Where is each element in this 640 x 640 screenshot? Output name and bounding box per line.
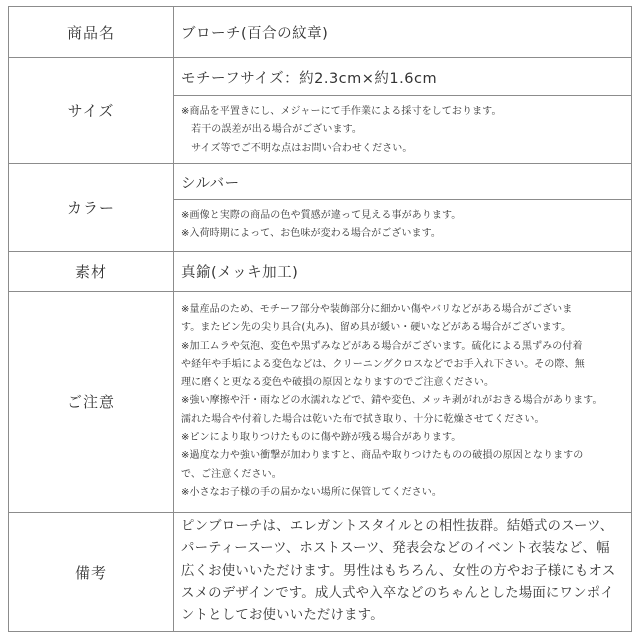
caution-line: ※小さなお子様の手の届かない場所に保管してください。 [181,486,442,498]
caution-line: ※量産品のため、モチーフ部分や装飾部分に細かい傷やバリなどがある場合がございま [181,304,573,315]
caution-line: や経年や手垢による変色などは、クリーニングクロスなどでお手入れ下さい。その際、無 [181,358,585,370]
remarks-text [181,516,616,627]
color-notes [181,207,461,244]
caution-line: ※強い摩擦や汗・雨などの水濡れなどで、錆や変色、メッキ剥がれがおきる場合があります。 [181,395,603,407]
size-note-line: ※商品を平置きにし、メジャーにて手作業による採寸をしております。 [181,106,502,117]
caution-line: ※加工ムラや気泡、変色や黒ずみなどがある場合がございます。硫化による黒ずみの付着 [181,340,583,352]
caution-line: ※ピンにより取りつけたものに傷や跡が残る場合があります。 [181,432,462,444]
color-value: シルバー [181,176,240,192]
size-value: モチーフサイズ：約2.3cm×約1.6cm [181,71,438,87]
caution-line: で、ご注意ください。 [181,468,282,480]
sub-row-divider [173,199,631,200]
color-note-line: ※画像と実際の商品の色や質感が違って見える事があります。 [181,210,462,221]
product-name-label: 商品名 [66,23,115,42]
sub-row-divider [173,95,631,96]
product-name-value: ブローチ(百合の紋章) [181,26,329,42]
material-label: 素材 [74,262,107,281]
caution-line: ※過度な力や強い衝撃が加わりますと、商品や取りつけたものの破損の原因となりますの [181,450,584,462]
remarks-label: 備考 [74,563,107,582]
color-label: カラー [66,198,115,217]
caution-line: 濡れた場合や付着した場合は乾いた布で拭き取り、十分に乾燥させてください。 [181,413,545,425]
caution-label: ご注意 [66,393,115,411]
caution-line: 理に磨くと更なる変色や破損の原因となりますのでご注意ください。 [181,377,495,389]
size-note-line: 若干の誤差が出る場合がございます。 [181,124,362,136]
material-value: 真鍮(メッキ加工) [181,265,299,281]
product-spec-table [8,6,632,632]
remarks-line: ントとしてお使いいただけます。 [181,608,384,624]
caution-line: す。またピン先の尖り具合(丸み)、留め具が緩い・硬いなどがある場合がございます。 [181,322,572,334]
size-label: サイズ [67,101,115,120]
remarks-line: ピンブローチは、エレガントスタイルとの相性抜群。結婚式のスーツ、 [181,519,614,534]
size-notes [181,103,502,158]
size-note-line: サイズ等でご不明な点はお問い合わせください。 [181,142,413,154]
remarks-line: パーティースーツ、ホストスーツ、発表会などのイベント衣装など、幅 [181,541,610,557]
caution-text [181,301,603,502]
remarks-line: 広くお使いいただけます。男性はもちろん、女性の方やお子様にもオス [181,563,616,579]
remarks-line: スメのデザインです。成人式や入卒などのちゃんとした場面にワンポイ [181,585,614,601]
column-divider [173,7,174,631]
color-note-line: ※入荷時期によって、お色味が変わる場合がございます。 [181,228,441,240]
